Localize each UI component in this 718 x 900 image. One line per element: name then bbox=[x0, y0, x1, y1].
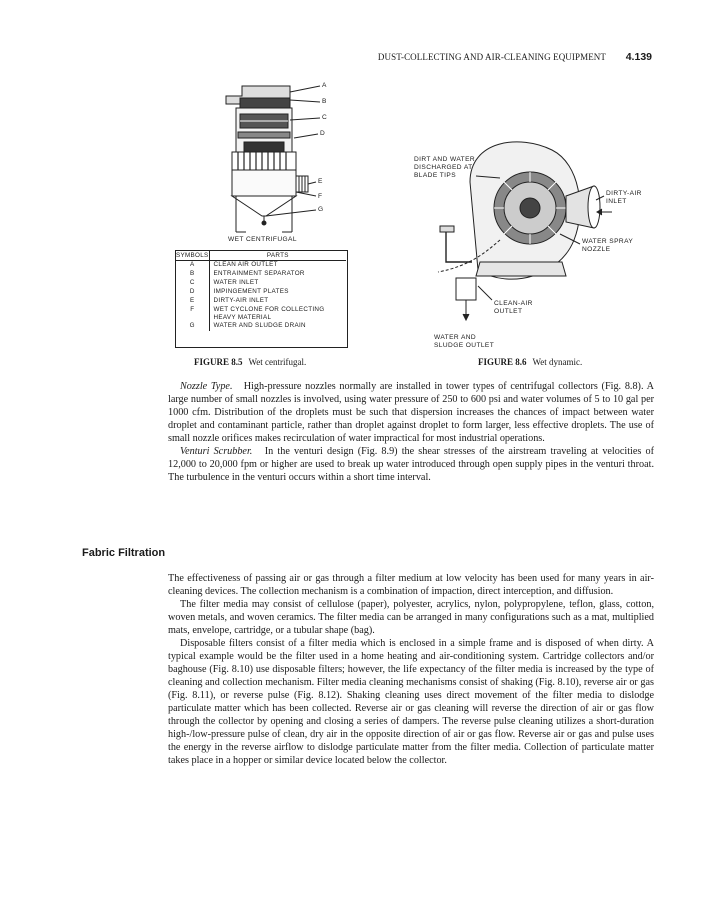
figure-8-6-caption bbox=[478, 357, 582, 367]
label-water-sludge-outlet: WATER AND SLUDGE OUTLET bbox=[434, 334, 495, 349]
callout-g: G bbox=[318, 206, 324, 213]
nozzle-paragraph bbox=[168, 380, 654, 445]
symbol-cell: B bbox=[176, 270, 209, 279]
table-row bbox=[176, 279, 346, 288]
table-row bbox=[176, 297, 346, 306]
page-number: 4.139 bbox=[625, 51, 652, 63]
symbol-cell: G bbox=[176, 322, 209, 331]
callout-b: B bbox=[322, 98, 327, 105]
column-header-symbols: SYMBOLS bbox=[176, 252, 209, 259]
caption-number: FIGURE 8.6 bbox=[478, 357, 527, 367]
fabric-paragraph-1: The effectiveness of passing air or gas through a filter medium at low velocity has been used for many years in air-cleaning devices. The collection mechanism is a combination of impaction, direct interception, and diffusion. bbox=[168, 573, 654, 597]
fabric-paragraph-3: Disposable filters consist of a filter media which is enclosed in a simple frame and is disposed of when dirty. A typical example would be the filter used in a home heating and air-conditioning system. Cartridge collectors and/or baghouse (Fig. 8.10) use disposable filters; however, the life expectancy of the filter media is increased by the type of cleaning and collection mechanism. Filter media cleaning mechanisms consist of shaking (Fig. 8.10), reverse air or gas (Fig. 8.11), or reverse pulse (Fig. 8.12). Shaking cleaning uses direct movement of the filter media to dislodge particulate matter which has been collected. Reverse air or gas cleaning will reverse the direction of air or gas flow through the collector by opening and closing a series of dampers. The reverse pulse cleaning utilizes a short-duration high-/low-pressure pulse of clean, dry air in the opposite direction of air or gas flow. Reverse air or gas and pulse uses the energy in the reverse airflow to dislodge particulate matter from the filter media. Collection of particulate matter takes place in a hopper or similar device located below the collector. bbox=[168, 638, 654, 766]
table-row bbox=[176, 288, 346, 297]
callout-a: A bbox=[322, 82, 327, 89]
wet-centrifugal-label: WET CENTRIFUGAL bbox=[228, 236, 297, 243]
venturi-paragraph bbox=[168, 445, 654, 484]
caption-number: FIGURE 8.5 bbox=[194, 357, 243, 367]
caption-text: Wet dynamic. bbox=[532, 357, 583, 367]
callout-e: E bbox=[318, 178, 323, 185]
table-row bbox=[176, 270, 346, 279]
symbol-cell: F bbox=[176, 306, 209, 322]
label-dirt-and-water: DIRT AND WATER DISCHARGED AT BLADE TIPS bbox=[414, 156, 476, 179]
table-row bbox=[176, 322, 346, 331]
callout-f: F bbox=[318, 193, 323, 200]
part-cell: CLEAN AIR OUTLET bbox=[213, 261, 278, 268]
table-row bbox=[176, 261, 346, 271]
venturi-text: In the venturi design (Fig. 8.9) the shear stresses of the airstream traveling at velocities of 12,000 to 20,000 fpm or higher are used to break up water introduced through open supply pipes in the venturi throat. The turbulence in the venturi occurs within a short time interval. bbox=[168, 446, 654, 483]
label-water-spray-nozzle: WATER SPRAY NOZZLE bbox=[582, 238, 634, 253]
label-dirty-air-inlet: DIRTY-AIR INLET bbox=[606, 190, 642, 205]
part-cell: ENTRAINMENT SEPARATOR bbox=[213, 270, 305, 277]
table-row bbox=[176, 306, 346, 322]
callout-c: C bbox=[322, 114, 328, 121]
figure-8-5-caption bbox=[194, 357, 306, 367]
symbol-cell: A bbox=[176, 261, 209, 271]
part-cell: DIRTY-AIR INLET bbox=[213, 297, 269, 304]
symbol-cell: E bbox=[176, 297, 209, 306]
running-title: DUST-COLLECTING AND AIR-CLEANING EQUIPMENT bbox=[377, 52, 606, 62]
part-cell: IMPINGEMENT PLATES bbox=[213, 288, 289, 295]
nozzle-text: High-pressure nozzles normally are installed in tower types of centrifugal collectors (Fig. 8.8). A large number of small nozzles is involved, using water pressure of 250 to 600 psi and water volumes of 5 to 10 gal per 1000 cfm. Distribution of the droplets must be such that dispersion increases the chances of impact between water droplet and contaminant particle, rather than droplet against droplet to form larger, less effective droplets. The use of small nozzle orifices makes recirculation of water impractical for most industrial operations. bbox=[168, 381, 655, 444]
table-header-row bbox=[176, 251, 346, 261]
figures-artwork bbox=[0, 0, 718, 360]
part-cell: WATER INLET bbox=[213, 279, 259, 286]
part-cell: WET CYCLONE FOR COLLECTING HEAVY MATERIAL bbox=[213, 306, 325, 321]
symbol-cell: C bbox=[176, 279, 209, 288]
part-cell: WATER AND SLUDGE DRAIN bbox=[213, 322, 306, 329]
nozzle-run-in-title: Nozzle Type. bbox=[180, 381, 233, 392]
fabric-filtration-text bbox=[168, 572, 654, 767]
caption-text: Wet centrifugal. bbox=[248, 357, 307, 367]
label-clean-air-outlet: CLEAN-AIR OUTLET bbox=[494, 300, 533, 315]
symbol-cell: D bbox=[176, 288, 209, 297]
callout-d: D bbox=[320, 130, 326, 137]
venturi-run-in-title: Venturi Scrubber. bbox=[180, 446, 253, 457]
column-header-parts: PARTS bbox=[209, 251, 346, 261]
collector-types-text bbox=[168, 380, 654, 484]
symbols-table bbox=[176, 251, 346, 331]
fabric-paragraph-2: The filter media may consist of cellulose (paper), polyester, acrylics, nylon, polypropylene, teflon, glass, cotton, woven metals, and woven ceramics. The filter media can be arranged in many configurations such as a mat, multiplied mats, envelope, cartridge, or a tubular shape (bag). bbox=[168, 599, 654, 636]
section-heading: Fabric Filtration bbox=[82, 547, 166, 559]
wet-centrifugal-diagram bbox=[226, 86, 323, 232]
